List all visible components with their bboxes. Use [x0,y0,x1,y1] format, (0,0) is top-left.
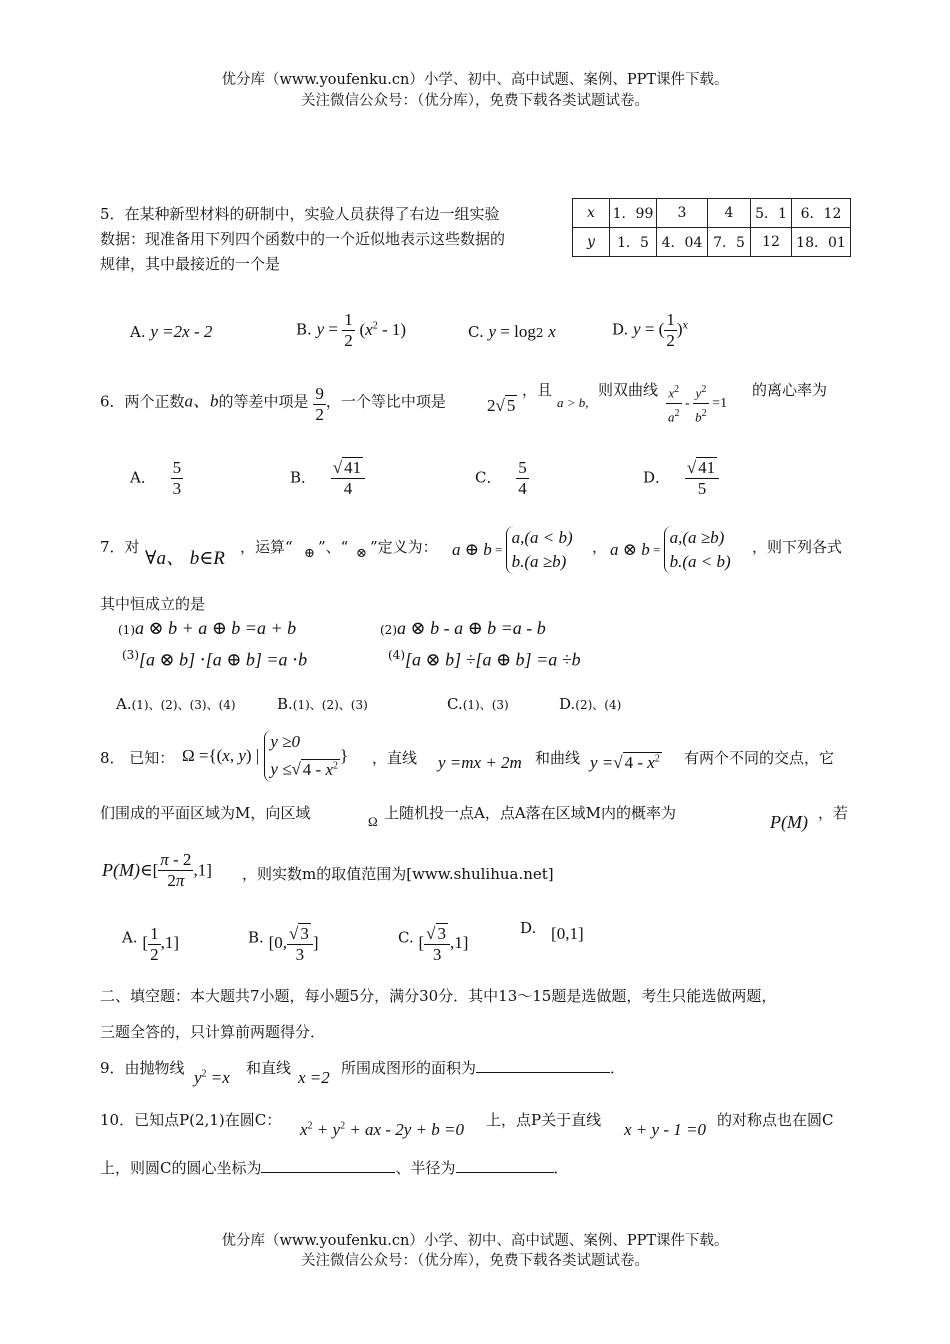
q8-pm: P(M) [770,812,808,832]
q5-line-2: 数据：现准备用下列四个函数中的一个近似地表示这些数据的 [100,230,506,248]
otimes-icon: ⊗ [356,545,367,560]
frac-num: 1 [666,310,675,329]
q7-def-oplus: a ⊕ b = a,(a < b) b.(a ≥b) [452,526,573,574]
item-num: (1) [118,623,135,637]
q8-pm-range: P(M)∈[ $\frac{\pi - 2}{2\pi}$ ,1] [102,850,212,890]
q8-option-c: C. [ $\frac{√ 3}{3}$ ,1] [398,924,469,964]
q6-option-b: B． $\frac{√ 41}{4}$ [290,458,365,499]
q5-data-table [572,198,851,257]
q5-line-3: 规律，其中最接近的一个是 [100,255,281,273]
frac-den: 2 [666,331,675,350]
q5-option-d: D. y = ( $\frac{1}{2}$ )$^x$ [612,310,689,350]
q10-text: 上，则圆C的圆心坐标为 [100,1159,262,1177]
q8-line-2c: ，若 [818,804,849,822]
option-label: B． [290,468,317,487]
q6-text: ，一个等比中项是 [325,392,446,411]
table-cell: 1．99 [610,199,657,228]
option-label: C． [475,468,502,487]
section-2-line-2: 三题全答的，只计算前两题得分． [100,1023,326,1041]
q8-option-b: B. [0, $\frac{√ 3}{3}$ ] [248,924,319,964]
footer-line-2: 关注微信公众号：（优分库），免费下载各类试题试卷。 [301,1253,649,1269]
q9-end: ． [610,1059,626,1077]
q8-line-eq: y =mx + 2m [438,753,522,772]
footer-line-1: 优分库（www.youfenku.cn）小学、初中、高中试题、案例、PPT课件下载。 [221,1233,729,1249]
section-2-line-1: 二、填空题：本大题共7小题，每小题5分，满分30分．其中13～15题是选做题，考生只能选做两题， [100,987,777,1005]
table-cell: 5．1 [751,199,792,228]
q7-t4: ，则下列各式 [752,538,843,556]
frac-den: 2 [344,331,353,350]
option-label: D. [612,320,629,339]
option-label: C. [398,928,414,947]
frac-den: 3 [172,479,182,498]
table-header-x: x [573,199,610,228]
q9-t2 [341,1058,625,1078]
table-cell: 1．5 [610,228,657,257]
q6-geo-mean: 2√ 5 [487,396,516,415]
q10-text: 、半径为 [395,1159,456,1177]
option-text: (1)、(3) [462,698,509,712]
table-row [573,228,851,257]
q7-def-otimes: a ⊗ b = a,(a ≥b) b.(a < b) [610,526,731,574]
option-label: A. [116,695,132,713]
option-label: B. [248,928,264,947]
radius-answer-blank[interactable] [456,1158,554,1173]
q10-end: ． [553,1159,569,1177]
table-cell: 4 [708,199,751,228]
q7-option-c [447,694,509,715]
frac-num: 1 [344,310,353,329]
q6-t3: ，且 [522,381,553,399]
q9-prefix: 9．由抛物线 [100,1059,185,1077]
q10-prefix: 10．已知点P(2,1)在圆C： [100,1111,282,1129]
q9-t1: 和直线 [246,1059,292,1077]
frac-num: 9 [315,384,324,403]
q6-option-c [475,458,529,499]
q7-t2: ”、“ [318,538,349,556]
q10-t1: 上，点P关于直线 [486,1111,602,1129]
option-label: D. [559,695,576,713]
option-text: (2)、(4) [575,698,622,712]
q9-parabola: $y^2 =x$ [194,1068,230,1087]
q8-omega-def: Ω ={(x, y) | y ≥0 y ≤√ $4 - x^2$ } [182,730,348,782]
q10-t2: 的对称点也在圆C [717,1111,834,1129]
oplus-icon: ⊕ [304,545,315,560]
option-label: A. [122,928,138,947]
q7-option-d [559,694,621,715]
q10-line-eq: x + y - 1 =0 [624,1120,706,1139]
table-cell: 4．04 [657,228,708,257]
q8-t3: 有两个不同的交点，它 [684,749,835,767]
table-cell: 6．12 [792,199,851,228]
q10-circle-eq: $x^2 + y^2$ + ax - 2y + b =0 [300,1120,464,1139]
frac-num: 41 [344,458,362,477]
option-label: B. [296,320,312,339]
q7-prefix: 7．对 [100,538,140,556]
option-label: A. [130,323,146,341]
q8-option-a: A. [ $\frac{1}{2}$ ,1] [122,924,179,964]
q7-t3: ”定义为： [370,538,438,556]
frac-den: 4 [343,479,353,498]
q6-option-a [130,458,183,499]
frac-den: 5 [697,479,707,498]
option-label: A． [130,468,156,487]
q6-t5: 的离心率为 [752,381,828,399]
q6-ab: a、b [184,391,219,411]
frac-num: 41 [698,458,716,477]
table-cell: 3 [657,199,708,228]
option-label: C. [447,695,463,713]
option-label: C. [468,323,484,341]
center-answer-blank[interactable] [261,1158,395,1173]
q8-line-3: ，则实数m的取值范围为[www.shulihua.net] [242,865,554,883]
q8-prefix: 8． 已知： [100,749,175,767]
header-line-2: 关注微信公众号：（优分库），免费下载各类试题试卷。 [301,93,649,109]
q6-hyperbola: $\frac{x^2}{a^2}$ - $\frac{y^2}{b^2}$ =1 [666,380,727,428]
q7-option-a [116,694,236,715]
table-row [573,199,851,228]
option-expr: y =2x - 2 [150,322,213,341]
q6-option-d: D． $\frac{√ 41}{5}$ [643,458,719,499]
frac-num: 5 [518,458,527,477]
q6-t4: 则双曲线 [598,381,659,399]
header-line-1: 优分库（www.youfenku.cn）小学、初中、高中试题、案例、PPT课件下载。 [221,72,729,88]
frac-den: 4 [518,479,527,498]
q6-text: 6．两个正数 [100,392,185,411]
q5-option-c: C. y = log2 x [468,322,556,341]
q7-item-4: $^{(4)}$[a ⊗ b] ÷[a ⊕ b] =a ÷b [388,648,581,670]
q6-cond: a > b, [557,395,589,410]
q10-line-2 [100,1158,569,1178]
q7-item-3: $^{(3)}$[a ⊗ b] ⋅[a ⊕ b] =a ⋅b [122,648,308,670]
option-label: B. [277,695,293,713]
item-num: (3) [122,648,139,662]
q8-option-d: D. [0,1] [520,919,584,943]
option-label: D． [643,468,671,487]
q7-forall: ∀a、 b∈R [145,548,225,569]
q7-option-b [277,694,368,715]
frac-den: 2 [315,405,324,424]
q5-option-b: B. y = $\frac{1}{2}$ $(x^2 - 1)$ [296,310,407,350]
q5-line-1: 5．在某种新型材料的研制中，实验人员获得了右边一组实验 [100,205,500,223]
q7-item-1: (1)a ⊗ b + a ⊕ b =a + b [118,618,297,638]
q6-text: 的等差中项是 [218,392,309,411]
option-text: (1)、(2)、(3) [292,698,368,712]
item-num: (2) [380,623,397,637]
frac-num: 5 [172,458,182,477]
q8-curve-eq: y =√ $4 - x^2$ [590,753,660,772]
comma: ， [592,538,608,556]
table-cell: 7．5 [708,228,751,257]
q5-option-a [130,322,212,342]
answer-blank[interactable] [476,1058,610,1073]
q7-t1: ，运算“ [240,538,293,556]
q7-line-2: 其中恒成立的是 [100,595,206,613]
item-num: (4) [388,648,405,662]
table-cell: 18．01 [792,228,851,257]
option-label: D. [520,919,537,937]
q8-line-2b: 上随机投一点A，点A落在区域M内的概率为 [384,804,677,822]
q9-text: 所围成图形的面积为 [341,1059,477,1077]
table-header-y: y [573,228,610,257]
q8-t1: ，直线 [372,749,418,767]
q8-line-2: 们围成的平面区域为M，向区域 [100,804,311,822]
q7-item-2: (2)a ⊗ b - a ⊕ b =a - b [380,618,546,638]
option-text: (1)、(2)、(3)、(4) [131,698,236,712]
q9-line: x =2 [298,1068,330,1087]
table-cell: 12 [751,228,792,257]
omega-symbol: Ω [368,814,378,829]
q6-line [100,380,446,425]
q8-t2: 和曲线 [535,749,581,767]
